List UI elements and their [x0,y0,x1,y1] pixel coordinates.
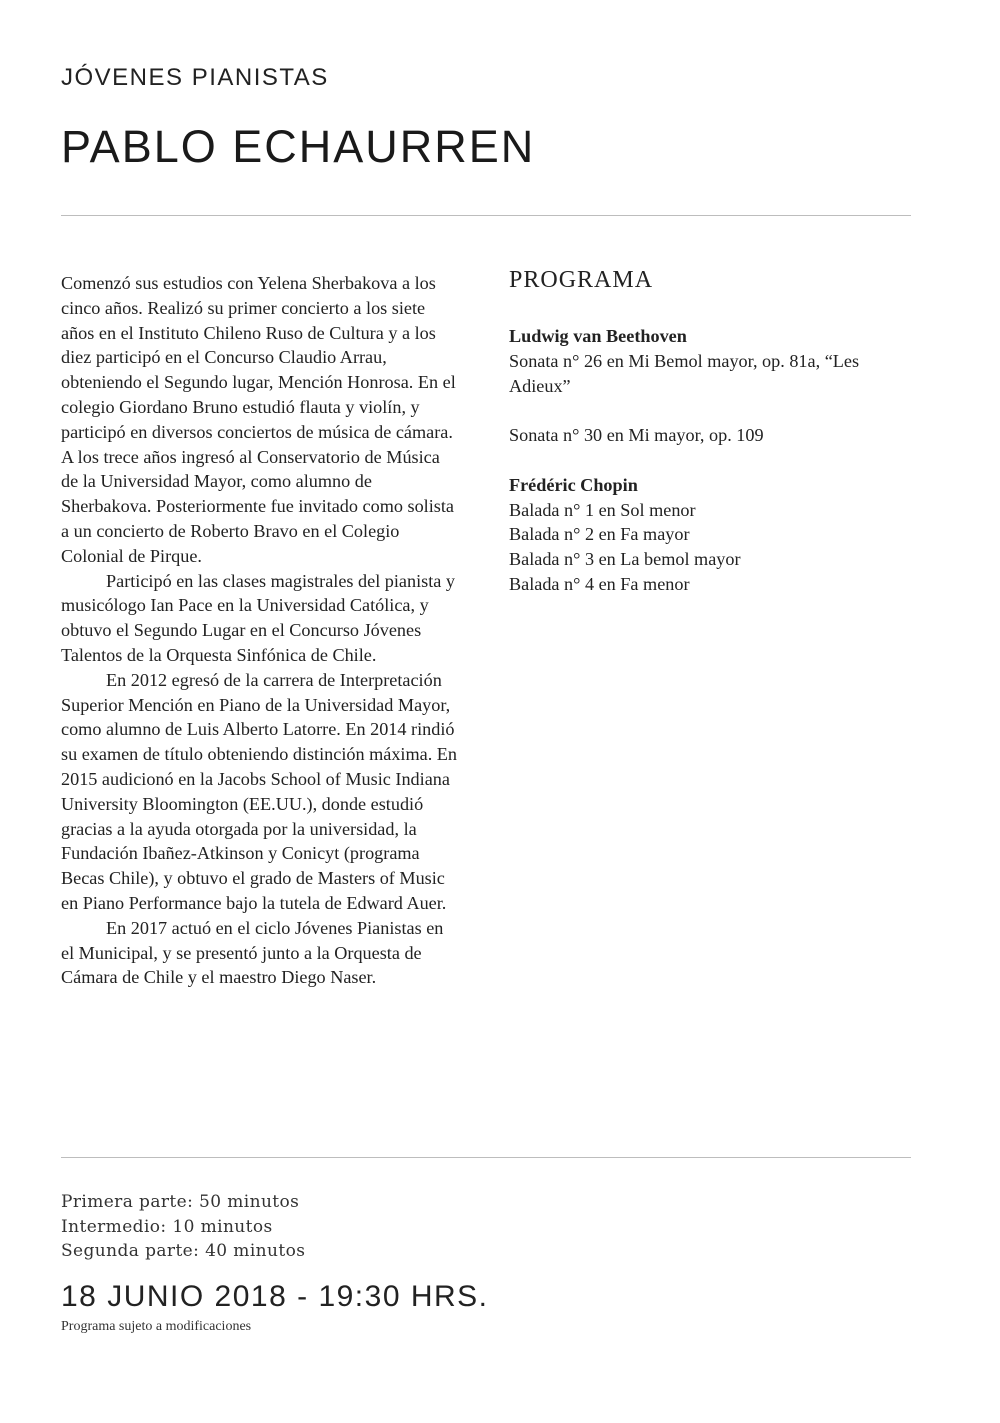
composer-name: Frédéric Chopin [509,474,638,495]
artist-name: PABLO ECHAURREN [61,121,536,172]
bio-paragraph: En 2017 actuó en el ciclo Jóvenes Pianistas en el Municipal, y se presentó junto a la Orquesta de Cámara de Chile y el maestro Diego Naser. [61,917,444,988]
biography [61,271,461,990]
work-item: Balada n° 3 en La bemol mayor [509,549,741,570]
work-item: Sonata n° 30 en Mi mayor, op. 109 [509,425,764,446]
program-title: PROGRAMA [509,267,654,293]
top-divider [61,215,911,216]
bio-paragraph: En 2012 egresó de la carrera de Interpretación Superior Mención en Piano de la Universidad Mayor, como alumno de Luis Alberto Latorre. En 2014 rindió su examen de título obteniendo distinción máxima. En 2015 audicionó en la Jacobs School of Music Indiana University Bloomington (EE.UU.), donde estudió gracias a la ayuda otorgada por la universidad, la Fundación Ibañez-Atkinson y Conicyt (programa Becas Chile), y obtuvo el grado de Masters of Music en Piano Performance bajo la tutela de Edward Auer. [61,669,458,913]
bio-paragraph: Comenzó sus estudios con Yelena Sherbakova a los cinco años. Realizó su primer concierto a los siete años en el Instituto Chileno Ruso de Cultura y a los diez participó en el Concurso Claudio Arrau, obteniendo el Segundo lugar, Mención Honrosa. En el colegio Giordano Bruno estudió flauta y violín, y participó en diversos conciertos de música de cámara. A los trece años ingresó al Conservatorio de Música de la Universidad Mayor, como alumno de Sherbakova. Posteriormente fue invitado como solista a un concierto de Roberto Bravo en el Colegio Colonial de Pirque. [61,273,456,566]
bio-paragraph: Participó en las clases magistrales del pianista y musicólogo Ian Pace en la Universidad Católica, y obtuvo el Segundo Lugar en el Concurso Jóvenes Talentos de la Orquesta Sinfónica de Chile. [61,570,455,665]
work-item: Balada n° 1 en Sol menor [509,499,696,520]
work-item: Balada n° 4 en Fa menor [509,573,690,594]
series-label: JÓVENES PIANISTAS [61,64,329,91]
program-section [509,268,919,597]
program-disclaimer: Programa sujeto a modificaciones [61,1319,252,1334]
first-part-duration: Primera parte: 50 minutos [61,1192,300,1212]
event-date: 18 JUNIO 2018 - 19:30 HRS. [61,1280,489,1313]
bottom-divider [61,1157,911,1158]
composer-name: Ludwig van Beethoven [509,326,687,346]
intermission-duration: Intermedio: 10 minutos [61,1216,273,1237]
work-item: Balada n° 2 en Fa mayor [509,524,690,545]
second-part-duration: Segunda parte: 40 minutos [61,1241,306,1261]
work-item: Sonata n° 26 en Mi Bemol mayor, op. 81a, “Les Adieux” [509,350,860,396]
timing-info [61,1190,305,1264]
